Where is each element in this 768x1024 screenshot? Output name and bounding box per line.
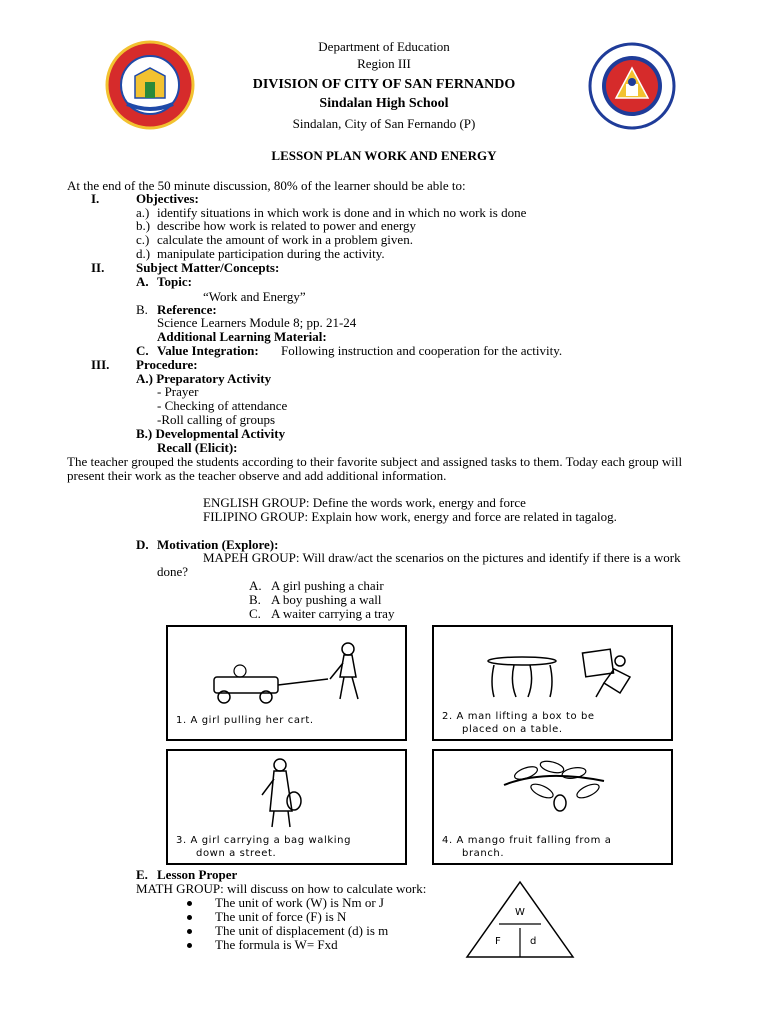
sec2-num: II. — [91, 260, 105, 275]
girl-cart-illustration — [168, 627, 405, 712]
sec2-title: Subject Matter/Concepts: — [136, 260, 280, 275]
picture-2-caption-line-1: 2. A man lifting a box to be — [442, 711, 595, 722]
picture-3-caption-line-1: 3. A girl carrying a bag walking — [176, 835, 352, 846]
picture-1-caption: 1. A girl pulling her cart. — [176, 715, 314, 726]
prep-item-attendance: - Checking of attendance — [157, 398, 288, 413]
sec2-b-title: Reference: — [157, 302, 217, 317]
obj-c-text: calculate the amount of work in a problem given. — [157, 232, 413, 247]
obj-d-marker: d.) — [136, 246, 151, 261]
picture-mango — [432, 749, 673, 865]
triangle-w: W — [515, 907, 525, 918]
sec3-d-title: Motivation (Explore): — [157, 537, 279, 552]
obj-b-marker: b.) — [136, 218, 151, 233]
header-division: DIVISION OF CITY OF SAN FERNANDO — [252, 77, 516, 92]
picture-3-caption-line-2: down a street. — [196, 848, 277, 859]
scenario-a-text: A girl pushing a chair — [271, 578, 384, 593]
obj-a-marker: a.) — [136, 205, 150, 220]
picture-girl-bag — [166, 749, 407, 865]
unit-work: The unit of work (W) is Nm or J — [215, 895, 384, 910]
filipino-group: FILIPINO GROUP: Explain how work, energy and force are related in tagalog. — [203, 509, 617, 524]
header-address: Sindalan, City of San Fernando (P) — [292, 116, 476, 131]
sec2-c-title: Value Integration: — [157, 343, 259, 358]
bullet-4 — [187, 943, 192, 948]
sec2-b-marker: B. — [136, 302, 148, 317]
picture-4-caption-line-2: branch. — [462, 848, 505, 859]
english-group: ENGLISH GROUP: Define the words work, energy and force — [203, 495, 526, 510]
mapeh-line-1: MAPEH GROUP: Will draw/act the scenarios on the pictures and identify if there is a work — [203, 550, 681, 565]
header-school: Sindalan High School — [319, 96, 449, 111]
header-region: Region III — [357, 56, 411, 71]
scenario-c-marker: C. — [249, 606, 261, 621]
math-group: MATH GROUP: will discuss on how to calculate work: — [136, 881, 427, 896]
bullet-1 — [187, 901, 192, 906]
sec2-a-marker: A. — [136, 274, 149, 289]
topic-text: “Work and Energy” — [203, 289, 306, 304]
additional-material: Additional Learning Material: — [157, 329, 327, 344]
sec2-c-marker: C. — [136, 343, 149, 358]
value-text: Following instruction and cooperation for the activity. — [281, 343, 563, 358]
unit-force: The unit of force (F) is N — [215, 909, 347, 924]
sec1-num: I. — [91, 191, 100, 206]
prep-activity: A.) Preparatory Activity — [136, 371, 272, 386]
recall-label: Recall (Elicit): — [157, 440, 238, 455]
obj-c-marker: c.) — [136, 232, 150, 247]
obj-a-text: identify situations in which work is done and in which no work is done — [157, 205, 527, 220]
obj-b-text: describe how work is related to power and energy — [157, 218, 416, 233]
man-lifting-box-illustration — [434, 627, 671, 702]
picture-2-caption-line-2: placed on a table. — [462, 724, 563, 735]
formula: The formula is W= Fxd — [215, 937, 338, 952]
sec3-d-marker: D. — [136, 537, 149, 552]
sec1-title: Objectives: — [136, 191, 199, 206]
bullet-2 — [187, 915, 192, 920]
scenario-a-marker: A. — [249, 578, 262, 593]
triangle-d: d — [530, 936, 537, 947]
unit-displacement: The unit of displacement (d) is m — [215, 923, 389, 938]
scenario-c-text: A waiter carrying a tray — [271, 606, 395, 621]
obj-d-text: manipulate participation during the activity. — [157, 246, 385, 261]
mango-branch-illustration — [434, 751, 671, 831]
picture-4-caption-line-1: 4. A mango fruit falling from a — [442, 835, 612, 846]
sec3-num: III. — [91, 357, 110, 372]
prep-item-roll: -Roll calling of groups — [157, 412, 276, 427]
scenario-b-marker: B. — [249, 592, 261, 607]
header-dept: Department of Education — [318, 39, 450, 54]
sec3-e-title: Lesson Proper — [157, 867, 238, 882]
picture-man-box — [432, 625, 673, 741]
picture-girl-cart — [166, 625, 407, 741]
page-title: LESSON PLAN WORK AND ENERGY — [271, 148, 497, 163]
para-line-1: The teacher grouped the students according to their favorite subject and assigned tasks to them. Today each group will — [67, 454, 683, 469]
formula-triangle — [465, 880, 575, 960]
sec3-e-marker: E. — [136, 867, 148, 882]
scenario-b-text: A boy pushing a wall — [271, 592, 382, 607]
bullet-3 — [187, 929, 192, 934]
para-line-2: present their work as the teacher observe and add additional information. — [67, 468, 447, 483]
triangle-f: F — [495, 936, 501, 947]
girl-bag-illustration — [168, 751, 405, 831]
sec2-a-title: Topic: — [157, 274, 192, 289]
reference-text: Science Learners Module 8; pp. 21-24 — [157, 315, 357, 330]
dev-activity: B.) Developmental Activity — [136, 426, 286, 441]
mapeh-line-2: done? — [157, 564, 189, 579]
sec3-title: Procedure: — [136, 357, 198, 372]
intro-text: At the end of the 50 minute discussion, 80% of the learner should be able to: — [67, 178, 466, 193]
prep-item-prayer: - Prayer — [157, 384, 199, 399]
